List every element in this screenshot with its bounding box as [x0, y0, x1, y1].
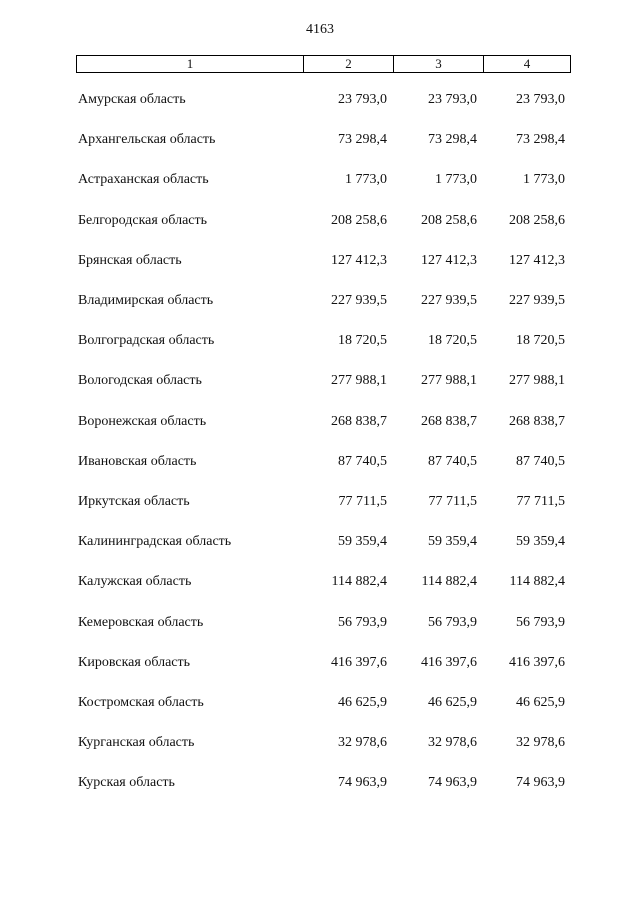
value-column-4: 56 793,9 — [516, 614, 565, 630]
value-column-3: 268 838,7 — [421, 413, 477, 429]
value-column-3: 227 939,5 — [421, 293, 477, 308]
value-column-2: 114 882,4 — [331, 574, 387, 590]
value-column-4: 208 258,6 — [509, 212, 565, 228]
value-column-4: 32 978,6 — [516, 735, 565, 751]
value-column-2: 32 978,6 — [338, 735, 387, 751]
value-column-4: 268 838,7 — [509, 413, 565, 429]
column-header-3: 3 — [394, 56, 484, 72]
region-name: Вологодская область — [78, 373, 202, 389]
value-column-2: 77 711,5 — [338, 494, 387, 509]
table-row — [76, 170, 571, 190]
value-column-3: 208 258,6 — [421, 212, 477, 228]
region-name: Архангельская область — [78, 132, 216, 148]
value-column-4: 87 740,5 — [516, 453, 565, 469]
value-column-3: 46 625,9 — [428, 695, 477, 710]
column-header-2: 2 — [304, 56, 394, 72]
value-column-4: 59 359,4 — [516, 534, 565, 550]
table-row — [76, 412, 571, 432]
value-column-2: 56 793,9 — [338, 614, 387, 630]
table-row — [76, 90, 571, 110]
value-column-4: 1 773,0 — [523, 172, 565, 188]
table-row — [76, 492, 571, 512]
value-column-4: 23 793,0 — [516, 92, 565, 107]
region-name: Калининградская область — [78, 534, 232, 550]
region-name: Кировская область — [78, 654, 191, 670]
value-column-3: 87 740,5 — [428, 453, 477, 469]
value-column-2: 227 939,5 — [331, 293, 387, 308]
value-column-3: 56 793,9 — [428, 614, 477, 630]
table-row — [76, 211, 571, 231]
value-column-2: 268 838,7 — [331, 413, 387, 429]
column-header-1: 1 — [77, 56, 304, 72]
value-column-2: 1 773,0 — [345, 172, 387, 188]
page-number: 4163 — [306, 22, 334, 37]
region-name: Костромская область — [78, 695, 204, 710]
table-row — [76, 130, 571, 150]
value-column-2: 18 720,5 — [338, 333, 387, 349]
value-column-4: 114 882,4 — [509, 574, 565, 590]
table-row — [76, 572, 571, 592]
region-name: Курская область — [78, 775, 175, 791]
value-column-2: 46 625,9 — [338, 695, 387, 710]
value-column-3: 73 298,4 — [428, 132, 477, 148]
value-column-3: 18 720,5 — [428, 333, 477, 349]
region-name: Воронежская область — [78, 413, 207, 429]
table-row — [76, 693, 571, 713]
value-column-4: 73 298,4 — [516, 132, 565, 148]
table-row — [76, 251, 571, 271]
value-column-2: 208 258,6 — [331, 212, 387, 228]
value-column-4: 77 711,5 — [516, 494, 565, 509]
value-column-4: 46 625,9 — [516, 695, 565, 710]
value-column-4: 18 720,5 — [516, 333, 565, 349]
region-name: Брянская область — [78, 252, 182, 268]
value-column-2: 87 740,5 — [338, 453, 387, 469]
value-column-3: 114 882,4 — [421, 574, 477, 590]
region-name: Иркутская область — [78, 494, 190, 509]
value-column-2: 59 359,4 — [338, 534, 387, 550]
value-column-4: 227 939,5 — [509, 293, 565, 308]
region-name: Волгоградская область — [78, 333, 215, 349]
value-column-3: 59 359,4 — [428, 534, 477, 550]
value-column-2: 416 397,6 — [331, 654, 387, 670]
region-name: Ивановская область — [78, 453, 197, 469]
value-column-3: 23 793,0 — [428, 92, 477, 107]
table-row — [76, 773, 571, 793]
region-name: Курганская область — [78, 735, 195, 751]
region-name: Белгородская область — [78, 212, 208, 228]
value-column-2: 23 793,0 — [338, 92, 387, 107]
value-column-4: 277 988,1 — [509, 373, 565, 389]
value-column-4: 127 412,3 — [509, 252, 565, 268]
value-column-4: 74 963,9 — [516, 775, 565, 791]
value-column-4: 416 397,6 — [509, 654, 565, 670]
value-column-3: 277 988,1 — [421, 373, 477, 389]
table-row — [76, 371, 571, 391]
value-column-3: 77 711,5 — [428, 494, 477, 509]
value-column-3: 1 773,0 — [435, 172, 477, 188]
table-row — [76, 291, 571, 311]
value-column-2: 277 988,1 — [331, 373, 387, 389]
table-row — [76, 653, 571, 673]
table-row — [76, 532, 571, 552]
value-column-3: 74 963,9 — [428, 775, 477, 791]
column-header-4: 4 — [523, 56, 531, 71]
region-name: Владимирская область — [78, 293, 214, 308]
region-name: Амурская область — [78, 92, 186, 107]
value-column-3: 127 412,3 — [421, 252, 477, 268]
value-column-3: 416 397,6 — [421, 654, 477, 670]
table-row — [76, 331, 571, 351]
value-column-3: 32 978,6 — [428, 735, 477, 751]
region-name: Кемеровская область — [78, 614, 204, 630]
table-row — [76, 613, 571, 633]
table-row — [76, 733, 571, 753]
region-name: Астраханская область — [78, 172, 209, 188]
value-column-2: 74 963,9 — [338, 775, 387, 791]
table-row — [76, 452, 571, 472]
value-column-2: 127 412,3 — [331, 252, 387, 268]
region-name: Калужская область — [78, 574, 192, 590]
value-column-2: 73 298,4 — [338, 132, 387, 148]
